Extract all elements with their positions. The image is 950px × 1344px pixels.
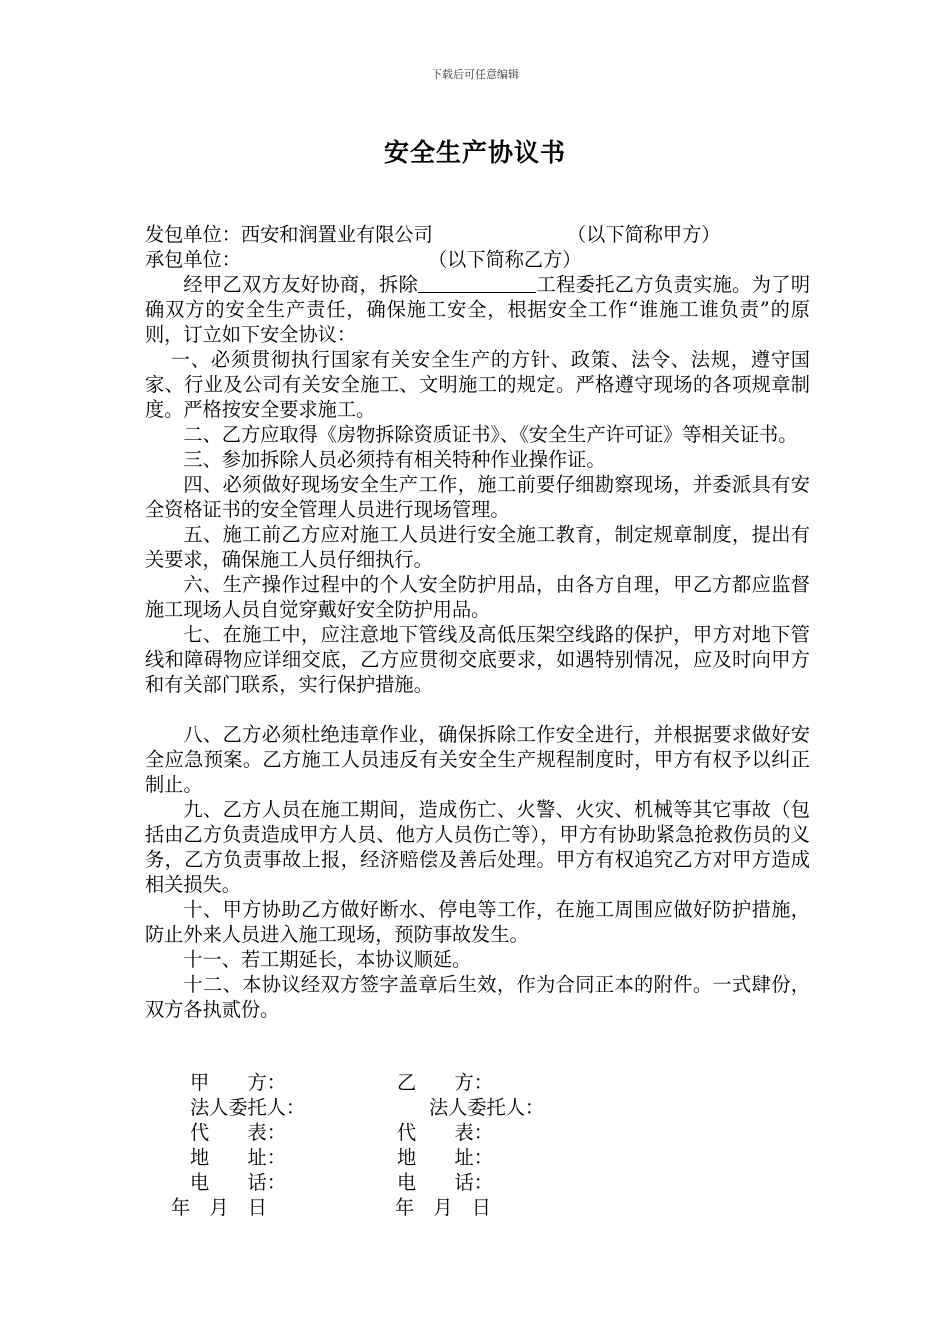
- signature-address-row: [145, 1145, 810, 1170]
- phone-a-label: 电 话：: [190, 1171, 286, 1194]
- signature-phone-row: [145, 1170, 810, 1195]
- subcontractor-abbreviation: （以下简称乙方）: [428, 248, 582, 271]
- intro-part-1: 经甲乙双方友好协商，拆除: [183, 273, 419, 296]
- contractor-label: 发包单位：西安和润置业有限公司: [145, 223, 433, 246]
- clause-9: 九、乙方人员在施工期间，造成伤亡、火警、火灾、机械等其它事故（包括由乙方负责造成甲方人员、他方人员伤亡等），甲方有协助紧急抢救伤员的义务，乙方负责事故上报，经济赔偿及善后处理。甲方有权追究乙方对甲方造成相关损失。: [145, 798, 810, 896]
- clause-6: 六、生产操作过程中的个人安全防护用品，由各方自理，甲乙方都应监督施工现场人员自觉穿戴好安全防护用品。: [145, 573, 810, 621]
- signature-proxy-row: [145, 1095, 810, 1120]
- address-a-label: 地 址：: [190, 1146, 286, 1169]
- subcontractor-line: [145, 247, 810, 272]
- clause-4: 四、必须做好现场安全生产工作，施工前要仔细勘察现场，并委派具有安全资格证书的安全管理人员进行现场管理。: [145, 473, 810, 521]
- proxy-b-label: 法人委托人：: [429, 1096, 545, 1119]
- signature-block: [145, 1070, 810, 1220]
- agreement-body: [145, 222, 810, 1022]
- clause-7: 七、在施工中，应注意地下管线及高低压架空线路的保护，甲方对地下管线和障碍物应详细交底，乙方应贯彻交底要求，如遇特别情况，应及时向甲方和有关部门联系，实行保护措施。: [145, 623, 810, 696]
- contractor-line: [145, 222, 810, 247]
- header-note: 下载后可任意编辑: [431, 68, 519, 81]
- proxy-a-label: 法人委托人：: [190, 1096, 306, 1119]
- intro-paragraph: [145, 272, 810, 347]
- clause-8: 八、乙方必须杜绝违章作业，确保拆除工作安全进行，并根据要求做好安全应急预案。乙方施工人员违反有关安全生产规程制度时，甲方有权予以纠正制止。: [145, 723, 810, 796]
- project-name-blank: [418, 274, 536, 293]
- clause-2: 二、乙方应取得《房物拆除资质证书》、《安全生产许可证》等相关证书。: [183, 423, 798, 446]
- phone-b-label: 电 话：: [397, 1171, 493, 1194]
- clause-12: 十二、本协议经双方签字盖章后生效，作为合同正本的附件。一式肆份，双方各执贰份。: [145, 973, 810, 1021]
- rep-b-label: 代 表：: [397, 1121, 493, 1144]
- clause-10: 十、甲方协助乙方做好断水、停电等工作，在施工周围应做好防护措施，防止外来人员进入施工现场，预防事故发生。: [145, 898, 810, 946]
- contractor-abbreviation: （以下简称甲方）: [567, 223, 721, 246]
- rep-a-label: 代 表：: [190, 1121, 286, 1144]
- signature-date-row: [145, 1195, 810, 1220]
- date-b-label: 年 月 日: [395, 1196, 491, 1219]
- signature-rep-row: [145, 1120, 810, 1145]
- clause-5: 五、施工前乙方应对施工人员进行安全施工教育，制定规章制度，提出有关要求，确保施工人员仔细执行。: [145, 523, 810, 571]
- clause-11: 十一、若工期延长，本协议顺延。: [183, 948, 472, 971]
- clause-3: 三、参加拆除人员必须持有相关特种作业操作证。: [183, 448, 606, 471]
- address-b-label: 地 址：: [397, 1146, 493, 1169]
- signature-party-row: [145, 1070, 810, 1095]
- date-a-label: 年 月 日: [171, 1196, 267, 1219]
- paragraph-gap: [145, 697, 810, 722]
- party-a-label: 甲 方：: [190, 1071, 286, 1094]
- clause-1: 一、必须贯彻执行国家有关安全生产的方针、政策、法令、法规，遵守国家、行业及公司有关安全施工、文明施工的规定。严格遵守现场的各项规章制度。严格按安全要求施工。: [145, 348, 810, 421]
- subcontractor-label: 承包单位：: [145, 248, 241, 271]
- document-title: 安全生产协议书: [383, 138, 566, 167]
- intro-part-2: 工程委托乙方负责实施。为了明确双方的安全生产责任，确保施工安全，根据安全工作“谁施工谁负责”的原则，订立如下安全协议：: [145, 273, 811, 346]
- party-b-label: 乙 方：: [397, 1071, 493, 1094]
